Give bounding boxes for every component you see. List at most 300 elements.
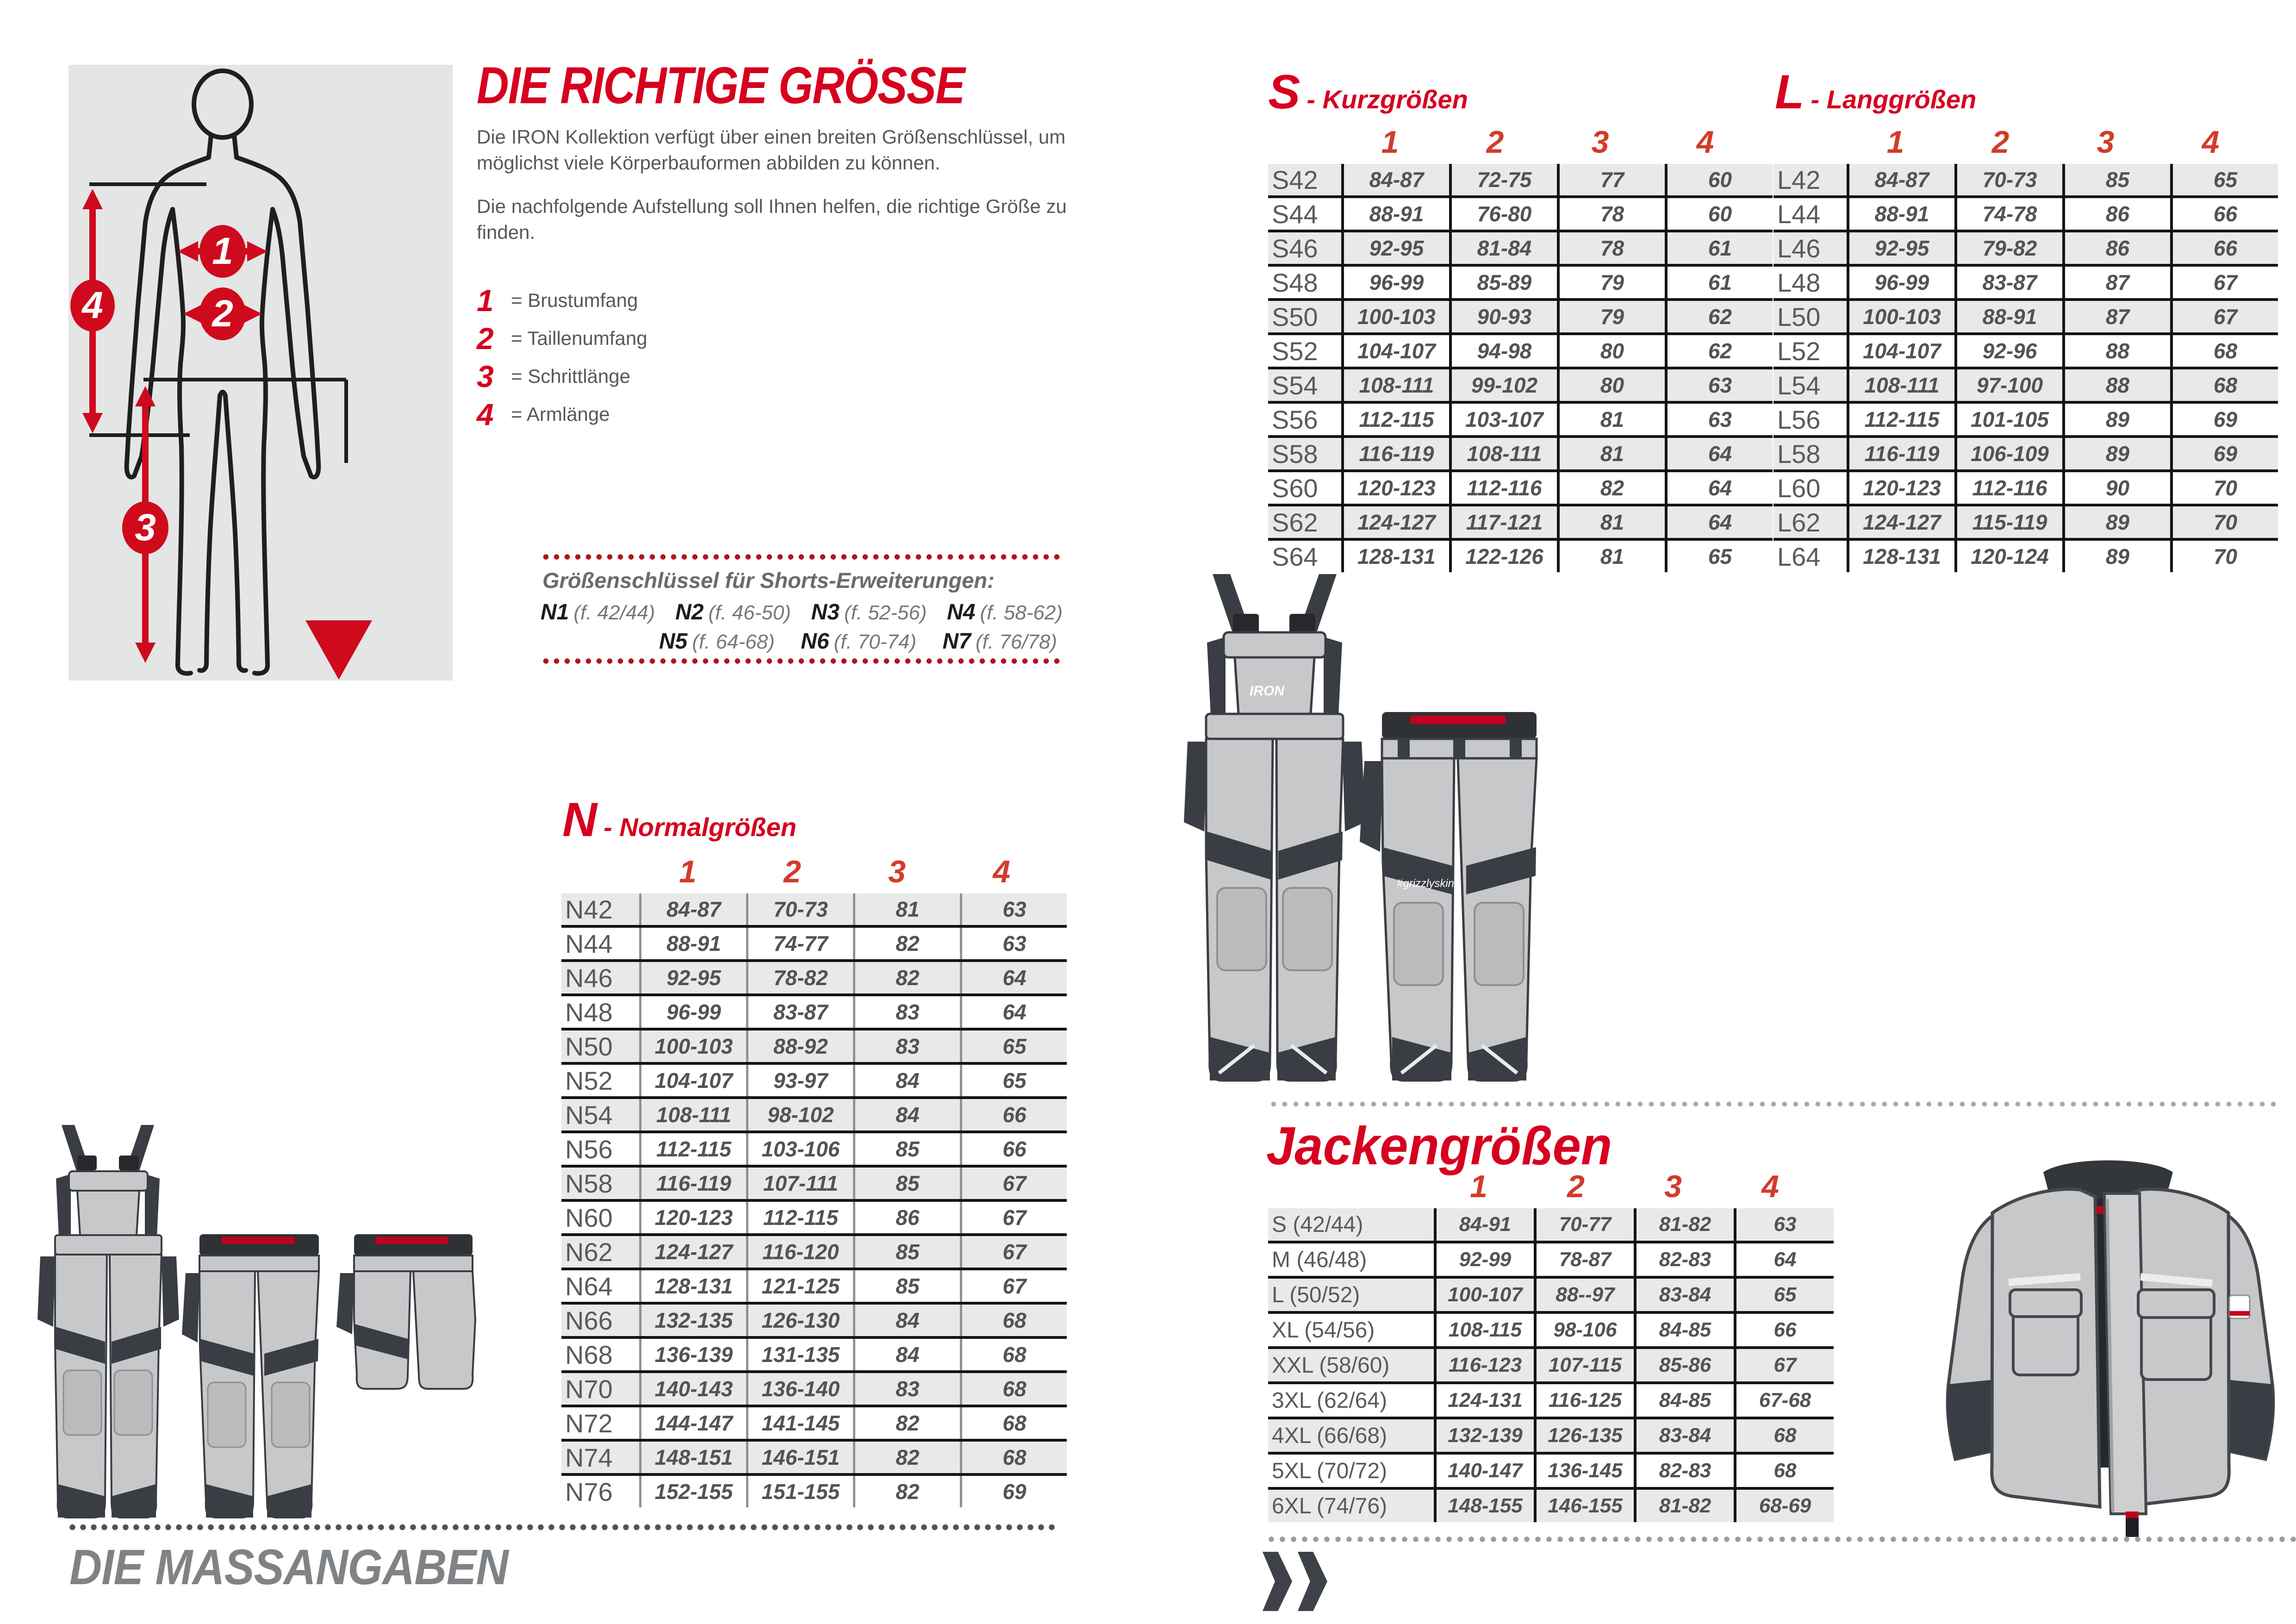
normalgroessen-table-body xyxy=(561,893,1067,1507)
table-row xyxy=(1268,1208,1834,1243)
arm-value: 67 xyxy=(960,1270,1067,1302)
waist-value: 85-89 xyxy=(1449,267,1557,298)
col-header-4: 4 xyxy=(993,854,1010,889)
inseam-value: 85 xyxy=(2062,164,2170,195)
waist-value: 126-135 xyxy=(1534,1419,1634,1452)
chest-value: 96-99 xyxy=(1341,267,1449,298)
chest-value: 128-131 xyxy=(639,1270,746,1302)
waist-value: 90-93 xyxy=(1449,301,1557,332)
chest-value: 104-107 xyxy=(639,1065,746,1096)
waist-value: 146-151 xyxy=(746,1442,853,1473)
chest-value: 112-115 xyxy=(639,1133,746,1165)
inseam-value: 78 xyxy=(1557,198,1665,230)
chest-value: 120-123 xyxy=(639,1202,746,1233)
measure-markers xyxy=(70,225,246,554)
table-row xyxy=(561,1099,1067,1133)
inseam-value: 89 xyxy=(2062,541,2170,572)
table-row xyxy=(1773,301,2278,335)
legend-item xyxy=(477,395,647,433)
col-header-1: 1 xyxy=(1886,125,1904,160)
table-row xyxy=(1773,369,2278,404)
shorts-key-code: N1 xyxy=(541,600,569,625)
section-name: - Kurzgrößen xyxy=(1307,85,1468,114)
size-label: N48 xyxy=(565,997,613,1027)
inseam-value: 88 xyxy=(2062,369,2170,401)
waist-value: 81-84 xyxy=(1449,232,1557,264)
arm-value: 67 xyxy=(2170,267,2278,298)
size-label: N42 xyxy=(565,894,613,924)
inseam-value: 90 xyxy=(2062,472,2170,504)
jackengroessen-table-body xyxy=(1268,1208,1834,1522)
arm-value: 66 xyxy=(2170,198,2278,230)
inseam-value: 82 xyxy=(853,1407,960,1439)
inseam-value: 83 xyxy=(853,996,960,1028)
chest-value: 132-135 xyxy=(639,1305,746,1336)
table-row xyxy=(1268,404,1773,438)
legend-label: = Schrittlänge xyxy=(511,365,630,387)
chest-value: 140-147 xyxy=(1434,1455,1534,1487)
size-label: N68 xyxy=(565,1340,613,1369)
table-row xyxy=(1773,232,2278,267)
shorts-key-code: N4 xyxy=(947,600,976,625)
arm-value: 64 xyxy=(960,962,1067,993)
back-value: 82-83 xyxy=(1634,1455,1734,1487)
arm-value: 67 xyxy=(1734,1349,1834,1381)
chest-value: 116-119 xyxy=(1341,438,1449,469)
inseam-value: 89 xyxy=(2062,404,2170,435)
size-label: N72 xyxy=(565,1408,613,1438)
table-row xyxy=(1268,232,1773,267)
shorts-key-range: (f. 70-74) xyxy=(834,631,917,653)
table-row xyxy=(561,1442,1067,1476)
inseam-value: 88 xyxy=(2062,335,2170,367)
size-label: S56 xyxy=(1272,405,1318,434)
chest-value: 112-115 xyxy=(1341,404,1449,435)
inseam-value: 85 xyxy=(853,1168,960,1199)
shorts-key-range: (f. 76/78) xyxy=(975,631,1057,653)
legend-number: 3 xyxy=(477,359,494,394)
col-header-4: 4 xyxy=(2202,125,2220,160)
chest-value: 108-111 xyxy=(1847,369,1954,401)
waist-value: 88-92 xyxy=(746,1031,853,1062)
table-row xyxy=(561,962,1067,996)
shorts-size-key xyxy=(541,554,1063,664)
arm-value: 68 xyxy=(1734,1455,1834,1487)
table-row xyxy=(561,996,1067,1031)
chest-value: 152-155 xyxy=(639,1476,746,1507)
size-label: S58 xyxy=(1272,439,1318,468)
shorts-key-code: N5 xyxy=(659,629,688,654)
down-triangle-icon xyxy=(305,620,372,680)
body-outline-figure xyxy=(68,65,453,681)
table-row xyxy=(561,1339,1067,1373)
waist-value: 112-115 xyxy=(746,1202,853,1233)
inseam-value: 85 xyxy=(853,1270,960,1302)
arm-value: 67 xyxy=(960,1168,1067,1199)
waist-value: 103-106 xyxy=(746,1133,853,1165)
table-row xyxy=(1268,1419,1834,1455)
marker-1: 1 xyxy=(212,230,233,272)
arm-value: 64 xyxy=(960,996,1067,1028)
dotted-divider-dark xyxy=(67,1524,1058,1530)
size-label: N46 xyxy=(565,963,613,993)
inseam-value: 81 xyxy=(1557,506,1665,538)
table-row xyxy=(1268,1490,1834,1522)
shorts-key-entry xyxy=(541,600,655,625)
chest-value: 100-103 xyxy=(1847,301,1954,332)
legend-label: = Armlänge xyxy=(511,403,610,425)
size-label: L46 xyxy=(1777,233,1821,263)
arm-value: 62 xyxy=(1665,335,1773,367)
waist-value: 122-126 xyxy=(1449,541,1557,572)
back-value: 81-82 xyxy=(1634,1208,1734,1241)
waist-value: 131-135 xyxy=(746,1339,853,1370)
inseam-value: 81 xyxy=(853,893,960,925)
chest-value: 92-95 xyxy=(639,962,746,993)
arm-value: 60 xyxy=(1665,164,1773,195)
table-row xyxy=(1268,1455,1834,1490)
inseam-value: 82 xyxy=(1557,472,1665,504)
arm-value: 67-68 xyxy=(1734,1384,1834,1417)
arm-value: 65 xyxy=(1665,541,1773,572)
marker-2: 2 xyxy=(212,293,233,335)
waist-value: 83-87 xyxy=(746,996,853,1028)
back-value: 83-84 xyxy=(1634,1419,1734,1452)
waist-value: 99-102 xyxy=(1449,369,1557,401)
table-row xyxy=(561,1476,1067,1507)
size-label: N54 xyxy=(565,1100,613,1130)
inseam-value: 82 xyxy=(853,1442,960,1473)
dotted-divider-red-bottom xyxy=(541,658,1063,664)
arm-value: 63 xyxy=(960,893,1067,925)
waist-value: 72-75 xyxy=(1449,164,1557,195)
waist-value: 126-130 xyxy=(746,1305,853,1336)
chest-value: 144-147 xyxy=(639,1407,746,1439)
table-row xyxy=(1268,438,1773,472)
waist-value: 88--97 xyxy=(1534,1279,1634,1311)
section-title-langgroessen xyxy=(1775,65,1976,120)
chest-value: 96-99 xyxy=(1847,267,1954,298)
inseam-value: 87 xyxy=(2062,267,2170,298)
arm-value: 63 xyxy=(1665,369,1773,401)
inseam-value: 89 xyxy=(2062,438,2170,469)
table-row xyxy=(1773,198,2278,232)
shorts-key-entry xyxy=(675,600,791,625)
table-row xyxy=(561,928,1067,962)
chest-value: 84-87 xyxy=(1847,164,1954,195)
arm-value: 66 xyxy=(960,1099,1067,1131)
col-header-2: 2 xyxy=(784,854,801,889)
shorts-key-entry xyxy=(811,600,927,625)
table-row xyxy=(561,1065,1067,1099)
chest-value: 124-131 xyxy=(1434,1384,1534,1417)
chest-value: 88-91 xyxy=(1341,198,1449,230)
size-label: N50 xyxy=(565,1031,613,1061)
column-headers xyxy=(1773,121,2278,164)
arm-value: 62 xyxy=(1665,301,1773,332)
size-label: L60 xyxy=(1777,473,1821,503)
shorts-key-title: Größenschlüssel für Shorts-Erweiterungen: xyxy=(542,568,995,593)
size-label: L64 xyxy=(1777,542,1821,571)
waist-value: 76-80 xyxy=(1449,198,1557,230)
waist-value: 97-100 xyxy=(1954,369,2062,401)
table-row xyxy=(1773,438,2278,472)
waist-value: 70-73 xyxy=(746,893,853,925)
chest-value: 92-95 xyxy=(1341,232,1449,264)
size-label: L58 xyxy=(1777,439,1821,468)
size-label: S (42/44) xyxy=(1272,1212,1363,1237)
chevron-right-icon xyxy=(1263,1552,1292,1611)
size-label: N76 xyxy=(565,1477,613,1506)
arm-value: 65 xyxy=(1734,1279,1834,1311)
intro-paragraph-1: Die IRON Kollektion verfügt über einen breiten Größenschlüssel, um möglichst viele Körperbauformen abbilden zu können. xyxy=(477,126,1066,174)
arm-value: 68 xyxy=(960,1305,1067,1336)
back-value: 81-82 xyxy=(1634,1490,1734,1522)
table-row xyxy=(561,1202,1067,1236)
arm-value: 67 xyxy=(960,1236,1067,1268)
arm-value: 67 xyxy=(960,1202,1067,1233)
waist-value: 92-96 xyxy=(1954,335,2062,367)
waist-value: 70-73 xyxy=(1954,164,2062,195)
shorts-key-entry xyxy=(943,629,1057,654)
bib-overall xyxy=(1184,574,1365,1081)
table-row xyxy=(561,1133,1067,1168)
back-value: 84-85 xyxy=(1634,1384,1734,1417)
pants-illustration xyxy=(1180,574,1546,1099)
table-row xyxy=(1773,335,2278,369)
inseam-value: 83 xyxy=(853,1031,960,1062)
waist-value: 78-87 xyxy=(1534,1243,1634,1276)
chest-value: 128-131 xyxy=(1341,541,1449,572)
chest-value: 100-107 xyxy=(1434,1279,1534,1311)
waist-value: 141-145 xyxy=(746,1407,853,1439)
marker-4: 4 xyxy=(82,284,103,326)
table-row xyxy=(1268,164,1773,198)
waist-value: 78-82 xyxy=(746,962,853,993)
size-label: N64 xyxy=(565,1271,613,1301)
size-label: L44 xyxy=(1777,199,1821,229)
chest-value: 100-103 xyxy=(639,1031,746,1062)
table-row xyxy=(1773,404,2278,438)
col-header-3: 3 xyxy=(1664,1169,1682,1204)
arm-value: 66 xyxy=(1734,1314,1834,1346)
chest-value: 128-131 xyxy=(1847,541,1954,572)
shorts-key-code: N3 xyxy=(811,600,840,625)
legend-label: = Brustumfang xyxy=(511,289,638,311)
table-row xyxy=(1773,164,2278,198)
arm-value: 64 xyxy=(1734,1243,1834,1276)
size-label: N62 xyxy=(565,1237,613,1267)
arm-value: 64 xyxy=(1665,506,1773,538)
page-title: DIE RICHTIGE GRÖSSE xyxy=(477,56,964,114)
inseam-value: 79 xyxy=(1557,267,1665,298)
kurzgroessen-table xyxy=(1268,121,1773,572)
col-header-3: 3 xyxy=(2097,125,2115,160)
table-row xyxy=(1268,1384,1834,1419)
kurzgroessen-table-body xyxy=(1268,164,1773,572)
work-pants xyxy=(1360,712,1537,1081)
waist-value: 146-155 xyxy=(1534,1490,1634,1522)
size-label: S64 xyxy=(1272,542,1318,571)
chest-value: 124-127 xyxy=(1847,506,1954,538)
waist-value: 101-105 xyxy=(1954,404,2062,435)
size-label: M (46/48) xyxy=(1272,1247,1367,1272)
legend-number: 2 xyxy=(477,321,494,356)
chest-value: 100-103 xyxy=(1341,301,1449,332)
size-label: N70 xyxy=(565,1374,613,1404)
size-label: L62 xyxy=(1777,507,1821,537)
col-header-1: 1 xyxy=(1381,125,1399,160)
waist-value: 98-106 xyxy=(1534,1314,1634,1346)
col-header-2: 2 xyxy=(1991,125,2010,160)
inseam-value: 86 xyxy=(2062,198,2170,230)
arm-value: 70 xyxy=(2170,506,2278,538)
section-letter: L xyxy=(1775,65,1804,119)
chest-value: 120-123 xyxy=(1341,472,1449,504)
section-name: - Normalgrößen xyxy=(604,812,797,842)
size-label: N60 xyxy=(565,1203,613,1232)
size-label: L52 xyxy=(1777,336,1821,366)
table-row xyxy=(1773,472,2278,506)
column-headers xyxy=(1268,121,1773,164)
waist-value: 88-91 xyxy=(1954,301,2062,332)
chest-value: 84-87 xyxy=(1341,164,1449,195)
waist-value: 136-145 xyxy=(1534,1455,1634,1487)
bib-logo-text: IRON xyxy=(1250,683,1284,699)
waist-value: 98-102 xyxy=(746,1099,853,1131)
arm-value: 66 xyxy=(2170,232,2278,264)
table-row xyxy=(1268,335,1773,369)
table-row xyxy=(1268,506,1773,541)
legend-item xyxy=(477,281,647,319)
col-header-1: 1 xyxy=(679,854,697,889)
col-header-4: 4 xyxy=(1696,125,1714,160)
shorts-key-entry xyxy=(801,629,916,654)
inseam-value: 81 xyxy=(1557,541,1665,572)
waist-value: 103-107 xyxy=(1449,404,1557,435)
arm-value: 68 xyxy=(960,1339,1067,1370)
size-label: S50 xyxy=(1272,302,1318,331)
arm-value: 69 xyxy=(960,1476,1067,1507)
legend-item xyxy=(477,357,647,395)
inseam-value: 78 xyxy=(1557,232,1665,264)
arm-value: 64 xyxy=(1665,438,1773,469)
size-label: 5XL (70/72) xyxy=(1272,1458,1388,1483)
col-header-1: 1 xyxy=(1470,1169,1487,1204)
inseam-value: 86 xyxy=(853,1202,960,1233)
arm-value: 64 xyxy=(1665,472,1773,504)
chest-value: 96-99 xyxy=(639,996,746,1028)
size-label: L54 xyxy=(1777,370,1821,400)
inseam-value: 84 xyxy=(853,1305,960,1336)
col-header-4: 4 xyxy=(1761,1169,1779,1204)
legend-label: = Taillenumfang xyxy=(511,327,647,349)
size-label: N74 xyxy=(565,1443,613,1472)
jacken-title: Jackengrößen xyxy=(1266,1116,1612,1176)
waist-value: 117-121 xyxy=(1449,506,1557,538)
arm-value: 61 xyxy=(1665,232,1773,264)
size-label: S42 xyxy=(1272,165,1318,194)
inseam-value: 86 xyxy=(2062,232,2170,264)
table-row xyxy=(561,1031,1067,1065)
waist-value: 74-77 xyxy=(746,928,853,959)
chest-value: 116-123 xyxy=(1434,1349,1534,1381)
size-label: L (50/52) xyxy=(1272,1282,1360,1307)
langgroessen-table xyxy=(1773,121,2278,572)
chest-value: 92-99 xyxy=(1434,1243,1534,1276)
waist-value: 70-77 xyxy=(1534,1208,1634,1241)
waist-value: 74-78 xyxy=(1954,198,2062,230)
waist-value: 112-116 xyxy=(1449,472,1557,504)
back-value: 82-83 xyxy=(1634,1243,1734,1276)
waist-value: 136-140 xyxy=(746,1373,853,1405)
inseam-value: 80 xyxy=(1557,369,1665,401)
shorts-key-range: (f. 46-50) xyxy=(708,601,791,624)
table-row xyxy=(561,1373,1067,1407)
back-value: 83-84 xyxy=(1634,1279,1734,1311)
arm-value: 66 xyxy=(960,1133,1067,1165)
chest-value: 148-151 xyxy=(639,1442,746,1473)
chest-value: 108-115 xyxy=(1434,1314,1534,1346)
shorts-key-row-1 xyxy=(541,600,1063,625)
arm-value: 61 xyxy=(1665,267,1773,298)
jackengroessen-table xyxy=(1268,1168,1834,1522)
size-label: N66 xyxy=(565,1305,613,1335)
next-page-chevrons xyxy=(1263,1552,1327,1611)
arm-value: 69 xyxy=(2170,438,2278,469)
size-label: L42 xyxy=(1777,165,1821,194)
chest-value: 116-119 xyxy=(1847,438,1954,469)
mini-pants xyxy=(182,1234,319,1518)
chest-value: 148-155 xyxy=(1434,1490,1534,1522)
table-row xyxy=(561,1407,1067,1442)
inseam-value: 87 xyxy=(2062,301,2170,332)
waist-value: 94-98 xyxy=(1449,335,1557,367)
inseam-value: 82 xyxy=(853,928,960,959)
shorts-key-range: (f. 42/44) xyxy=(573,601,655,624)
table-row xyxy=(1268,301,1773,335)
chest-value: 104-107 xyxy=(1341,335,1449,367)
chest-value: 140-143 xyxy=(639,1373,746,1405)
size-label: N56 xyxy=(565,1134,613,1164)
size-label: S54 xyxy=(1272,370,1318,400)
inseam-value: 80 xyxy=(1557,335,1665,367)
size-label: S48 xyxy=(1272,268,1318,297)
sleeve-badge-icon xyxy=(2229,1295,2250,1318)
size-label: L48 xyxy=(1777,268,1821,297)
chest-value: 120-123 xyxy=(1847,472,1954,504)
legend-number: 4 xyxy=(477,397,494,431)
waist-value: 151-155 xyxy=(746,1476,853,1507)
col-header-3: 3 xyxy=(888,854,906,889)
shorts-key-code: N2 xyxy=(675,600,704,625)
chest-value: 112-115 xyxy=(1847,404,1954,435)
section-title-kurzgroessen xyxy=(1268,65,1468,120)
inseam-value: 84 xyxy=(853,1099,960,1131)
chest-value: 108-111 xyxy=(639,1099,746,1131)
inseam-value: 77 xyxy=(1557,164,1665,195)
size-label: L56 xyxy=(1777,405,1821,434)
back-value: 84-85 xyxy=(1634,1314,1734,1346)
inseam-value: 82 xyxy=(853,962,960,993)
arm-value: 63 xyxy=(960,928,1067,959)
arm-value: 68 xyxy=(960,1373,1067,1405)
shorts-key-entry xyxy=(659,629,775,654)
garment-set-illustration xyxy=(35,1125,479,1525)
shorts-key-range: (f. 52-56) xyxy=(844,601,927,624)
table-row xyxy=(1773,267,2278,301)
section-title-normalgroessen xyxy=(562,793,796,848)
